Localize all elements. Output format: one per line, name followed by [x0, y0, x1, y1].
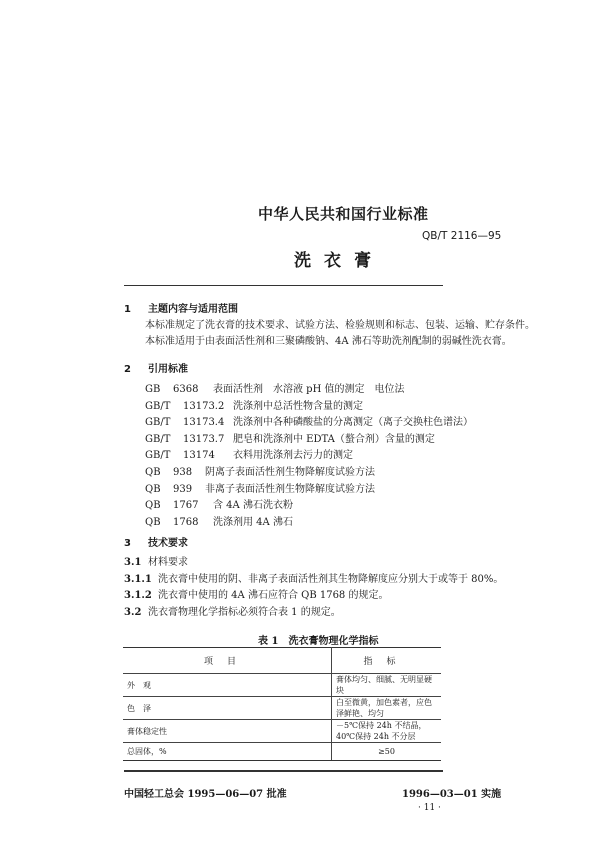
requirement-number: 3.1.1 — [124, 573, 152, 585]
section-3-heading: 3 技术要求 — [124, 538, 188, 549]
table-row — [123, 743, 441, 761]
reference-title: 阴离子表面活性剂生物降解度试验方法 — [205, 466, 375, 478]
cell-value: 白至微黄，加色素者，应色泽鲜艳、均匀 — [332, 697, 442, 720]
reference-prefix: QB — [145, 500, 161, 512]
section-2-heading: 2 引用标准 — [124, 364, 188, 375]
cell-item: 总固体，% — [123, 743, 332, 761]
reference-title: 含 4A 沸石洗衣粉 — [213, 500, 293, 512]
requirement-text: 材料要求 — [148, 557, 188, 568]
column-header-value: 指标 — [332, 648, 442, 674]
reference-prefix: QB — [145, 516, 161, 528]
reference-code: 6368 — [173, 384, 199, 395]
reference-prefix: GB/T — [145, 433, 171, 445]
requirement-text: 洗衣膏中使用的 4A 沸石应符合 QB 1768 的规定。 — [158, 590, 389, 601]
reference-prefix: GB/T — [145, 450, 171, 462]
table-row — [123, 674, 441, 697]
reference-title: 洗涤剂中各种磷酸盐的分离测定（离子交换柱色谱法） — [233, 417, 473, 429]
paragraph: 本标准规定了洗衣膏的技术要求、试验方法、检验规则和标志、包装、运输、贮存条件。 — [145, 320, 535, 331]
cell-item: 色 泽 — [123, 697, 332, 720]
reference-list — [145, 382, 473, 531]
technical-requirements — [124, 555, 503, 621]
reference-item — [145, 465, 473, 482]
reference-item — [145, 515, 473, 532]
reference-prefix: GB/T — [145, 400, 171, 412]
reference-item — [145, 415, 473, 432]
table-header-row — [123, 648, 441, 674]
doc-title: 洗衣膏 — [294, 251, 384, 271]
reference-item — [145, 448, 473, 465]
requirement-text: 洗衣膏中使用的阴、非离子表面活性剂其生物降解度应分别大于或等于 80%。 — [158, 573, 504, 585]
requirement-number: 3.1.2 — [124, 590, 152, 601]
requirement-item — [124, 605, 503, 622]
requirement-item — [124, 572, 503, 589]
reference-code: 13173.7 — [183, 433, 225, 445]
header-divider — [124, 285, 443, 286]
requirement-item — [124, 588, 503, 605]
reference-prefix: QB — [145, 466, 161, 478]
reference-prefix: GB — [145, 384, 161, 395]
reference-item — [145, 382, 473, 399]
reference-title: 表面活性剂 水溶液 pH 值的测定 电位法 — [213, 384, 405, 395]
section-1-body — [145, 318, 535, 350]
reference-title: 衣料用洗涤剂去污力的测定 — [233, 450, 353, 462]
reference-code: 1767 — [173, 500, 199, 512]
table-row — [123, 720, 441, 743]
table-row — [123, 697, 441, 720]
requirement-number: 3.1 — [124, 557, 142, 568]
reference-code: 1768 — [173, 516, 199, 528]
table-1 — [123, 647, 441, 761]
cell-value: 膏体均匀、细腻、无明显硬块 — [332, 674, 442, 697]
reference-code: 939 — [173, 483, 193, 495]
reference-title: 肥皂和洗涤剂中 EDTA（螯合剂）含量的测定 — [233, 433, 435, 445]
reference-code: 13174 — [183, 450, 215, 462]
table-caption: 表 1 洗衣膏物理化学指标 — [258, 636, 379, 647]
reference-prefix: GB/T — [145, 417, 171, 429]
reference-item — [145, 482, 473, 499]
approval-date: 中国轻工总会 1995—06—07 批准 — [124, 789, 287, 800]
reference-title: 洗涤剂用 4A 沸石 — [213, 516, 293, 528]
paragraph: 本标准适用于由表面活性剂和三聚磷酸钠、4A 沸石等助洗剂配制的弱碱性洗衣膏。 — [145, 336, 512, 347]
cell-item: 膏体稳定性 — [123, 720, 332, 743]
column-header-item: 项目 — [123, 648, 332, 674]
reference-item — [145, 399, 473, 416]
reference-code: 938 — [173, 466, 193, 478]
reference-item — [145, 498, 473, 515]
cell-value: －5℃保持 24h 不结晶，40℃保持 24h 不分层 — [332, 720, 442, 743]
section-1-heading: 1 主题内容与适用范围 — [124, 304, 238, 315]
cell-item: 外 观 — [123, 674, 332, 697]
org-title: 中华人民共和国行业标准 — [258, 205, 429, 223]
standard-code: QB/T 2116—95 — [422, 230, 502, 242]
reference-item — [145, 432, 473, 449]
implementation-date: 1996—03—01 实施 — [402, 789, 502, 800]
reference-title: 洗涤剂中总活性物含量的测定 — [233, 400, 363, 412]
cell-value: ≥50 — [332, 743, 442, 761]
footer-divider — [124, 770, 443, 772]
reference-title: 非离子表面活性剂生物降解度试验方法 — [205, 483, 375, 495]
reference-prefix: QB — [145, 483, 161, 495]
requirement-text: 洗衣膏物理化学指标必须符合表 1 的规定。 — [148, 606, 341, 618]
requirement-item — [124, 555, 503, 572]
reference-code: 13173.4 — [183, 417, 225, 429]
requirement-number: 3.2 — [124, 606, 142, 618]
reference-code: 13173.2 — [183, 400, 225, 412]
page-number: · 11 · — [418, 803, 441, 813]
